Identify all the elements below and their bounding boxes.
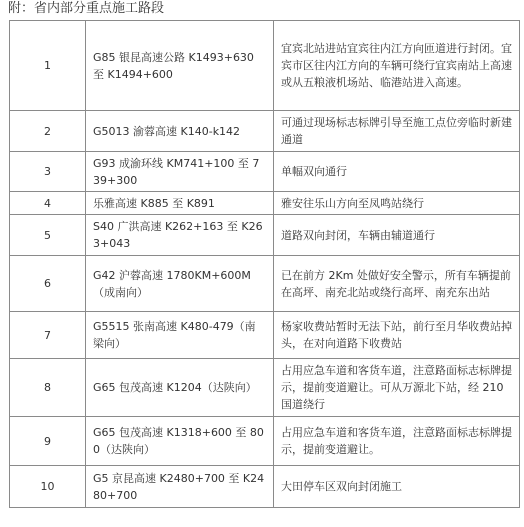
- road-section: G65 包茂高速 K1204（达陕向）: [86, 359, 274, 417]
- table-row: [10, 111, 520, 152]
- row-number: 7: [10, 312, 86, 359]
- row-number: 8: [10, 359, 86, 417]
- table-row: [10, 21, 520, 111]
- detour-note: 可通过现场标志标牌引导至施工点位旁临时新建通道: [274, 111, 520, 152]
- detour-note: 道路双向封闭，车辆由辅道通行: [274, 215, 520, 256]
- construction-sections-table: [9, 20, 520, 508]
- road-section: G5 京昆高速 K2480+700 至 K2480+700: [86, 466, 274, 508]
- road-section: G42 沪蓉高速 1780KM+600M（成南向）: [86, 256, 274, 312]
- row-number: 10: [10, 466, 86, 508]
- row-number: 2: [10, 111, 86, 152]
- road-section: G65 包茂高速 K1318+600 至 800（达陕向）: [86, 417, 274, 466]
- table-row: [10, 256, 520, 312]
- road-section: 乐雅高速 K885 至 K891: [86, 192, 274, 215]
- table-row: [10, 417, 520, 466]
- row-number: 6: [10, 256, 86, 312]
- detour-note: 占用应急车道和客货车道，注意路面标志标牌提示，提前变道避让。可从万源北下站，经 210 国道绕行: [274, 359, 520, 417]
- table-row: [10, 312, 520, 359]
- detour-note: 单幅双向通行: [274, 152, 520, 192]
- detour-note: 已在前方 2Km 处做好安全警示，所有车辆提前在高坪、南充北站或绕行高坪、南充东出站: [274, 256, 520, 312]
- row-number: 5: [10, 215, 86, 256]
- road-section: S40 广洪高速 K262+163 至 K263+043: [86, 215, 274, 256]
- table-row: [10, 359, 520, 417]
- row-number: 9: [10, 417, 86, 466]
- detour-note: 大田停车区双向封闭施工: [274, 466, 520, 508]
- road-section: G5013 渝蓉高速 K140-k142: [86, 111, 274, 152]
- table-row: [10, 152, 520, 192]
- detour-note: 占用应急车道和客货车道，注意路面标志标牌提示，提前变道避让。: [274, 417, 520, 466]
- table-row: [10, 192, 520, 215]
- road-section: G5515 张南高速 K480-479（南梁向）: [86, 312, 274, 359]
- road-section: G93 成渝环线 KM741+100 至 739+300: [86, 152, 274, 192]
- detour-note: 雅安往乐山方向至凤鸣站绕行: [274, 192, 520, 215]
- page-heading: 附：省内部分重点施工路段: [8, 1, 165, 16]
- detour-note: 杨家收费站暂时无法下站，前行至月华收费站掉头，在对向道路下收费站: [274, 312, 520, 359]
- detour-note: 宜宾北站进站宜宾往内江方向匝道进行封闭。宜宾市区往内江方向的车辆可绕行宜宾南站上高速或从五粮液机场站、临港站进入高速。: [274, 21, 520, 111]
- road-section: G85 银昆高速公路 K1493+630 至 K1494+600: [86, 21, 274, 111]
- table-row: [10, 466, 520, 508]
- row-number: 4: [10, 192, 86, 215]
- row-number: 3: [10, 152, 86, 192]
- row-number: 1: [10, 21, 86, 111]
- table-row: [10, 215, 520, 256]
